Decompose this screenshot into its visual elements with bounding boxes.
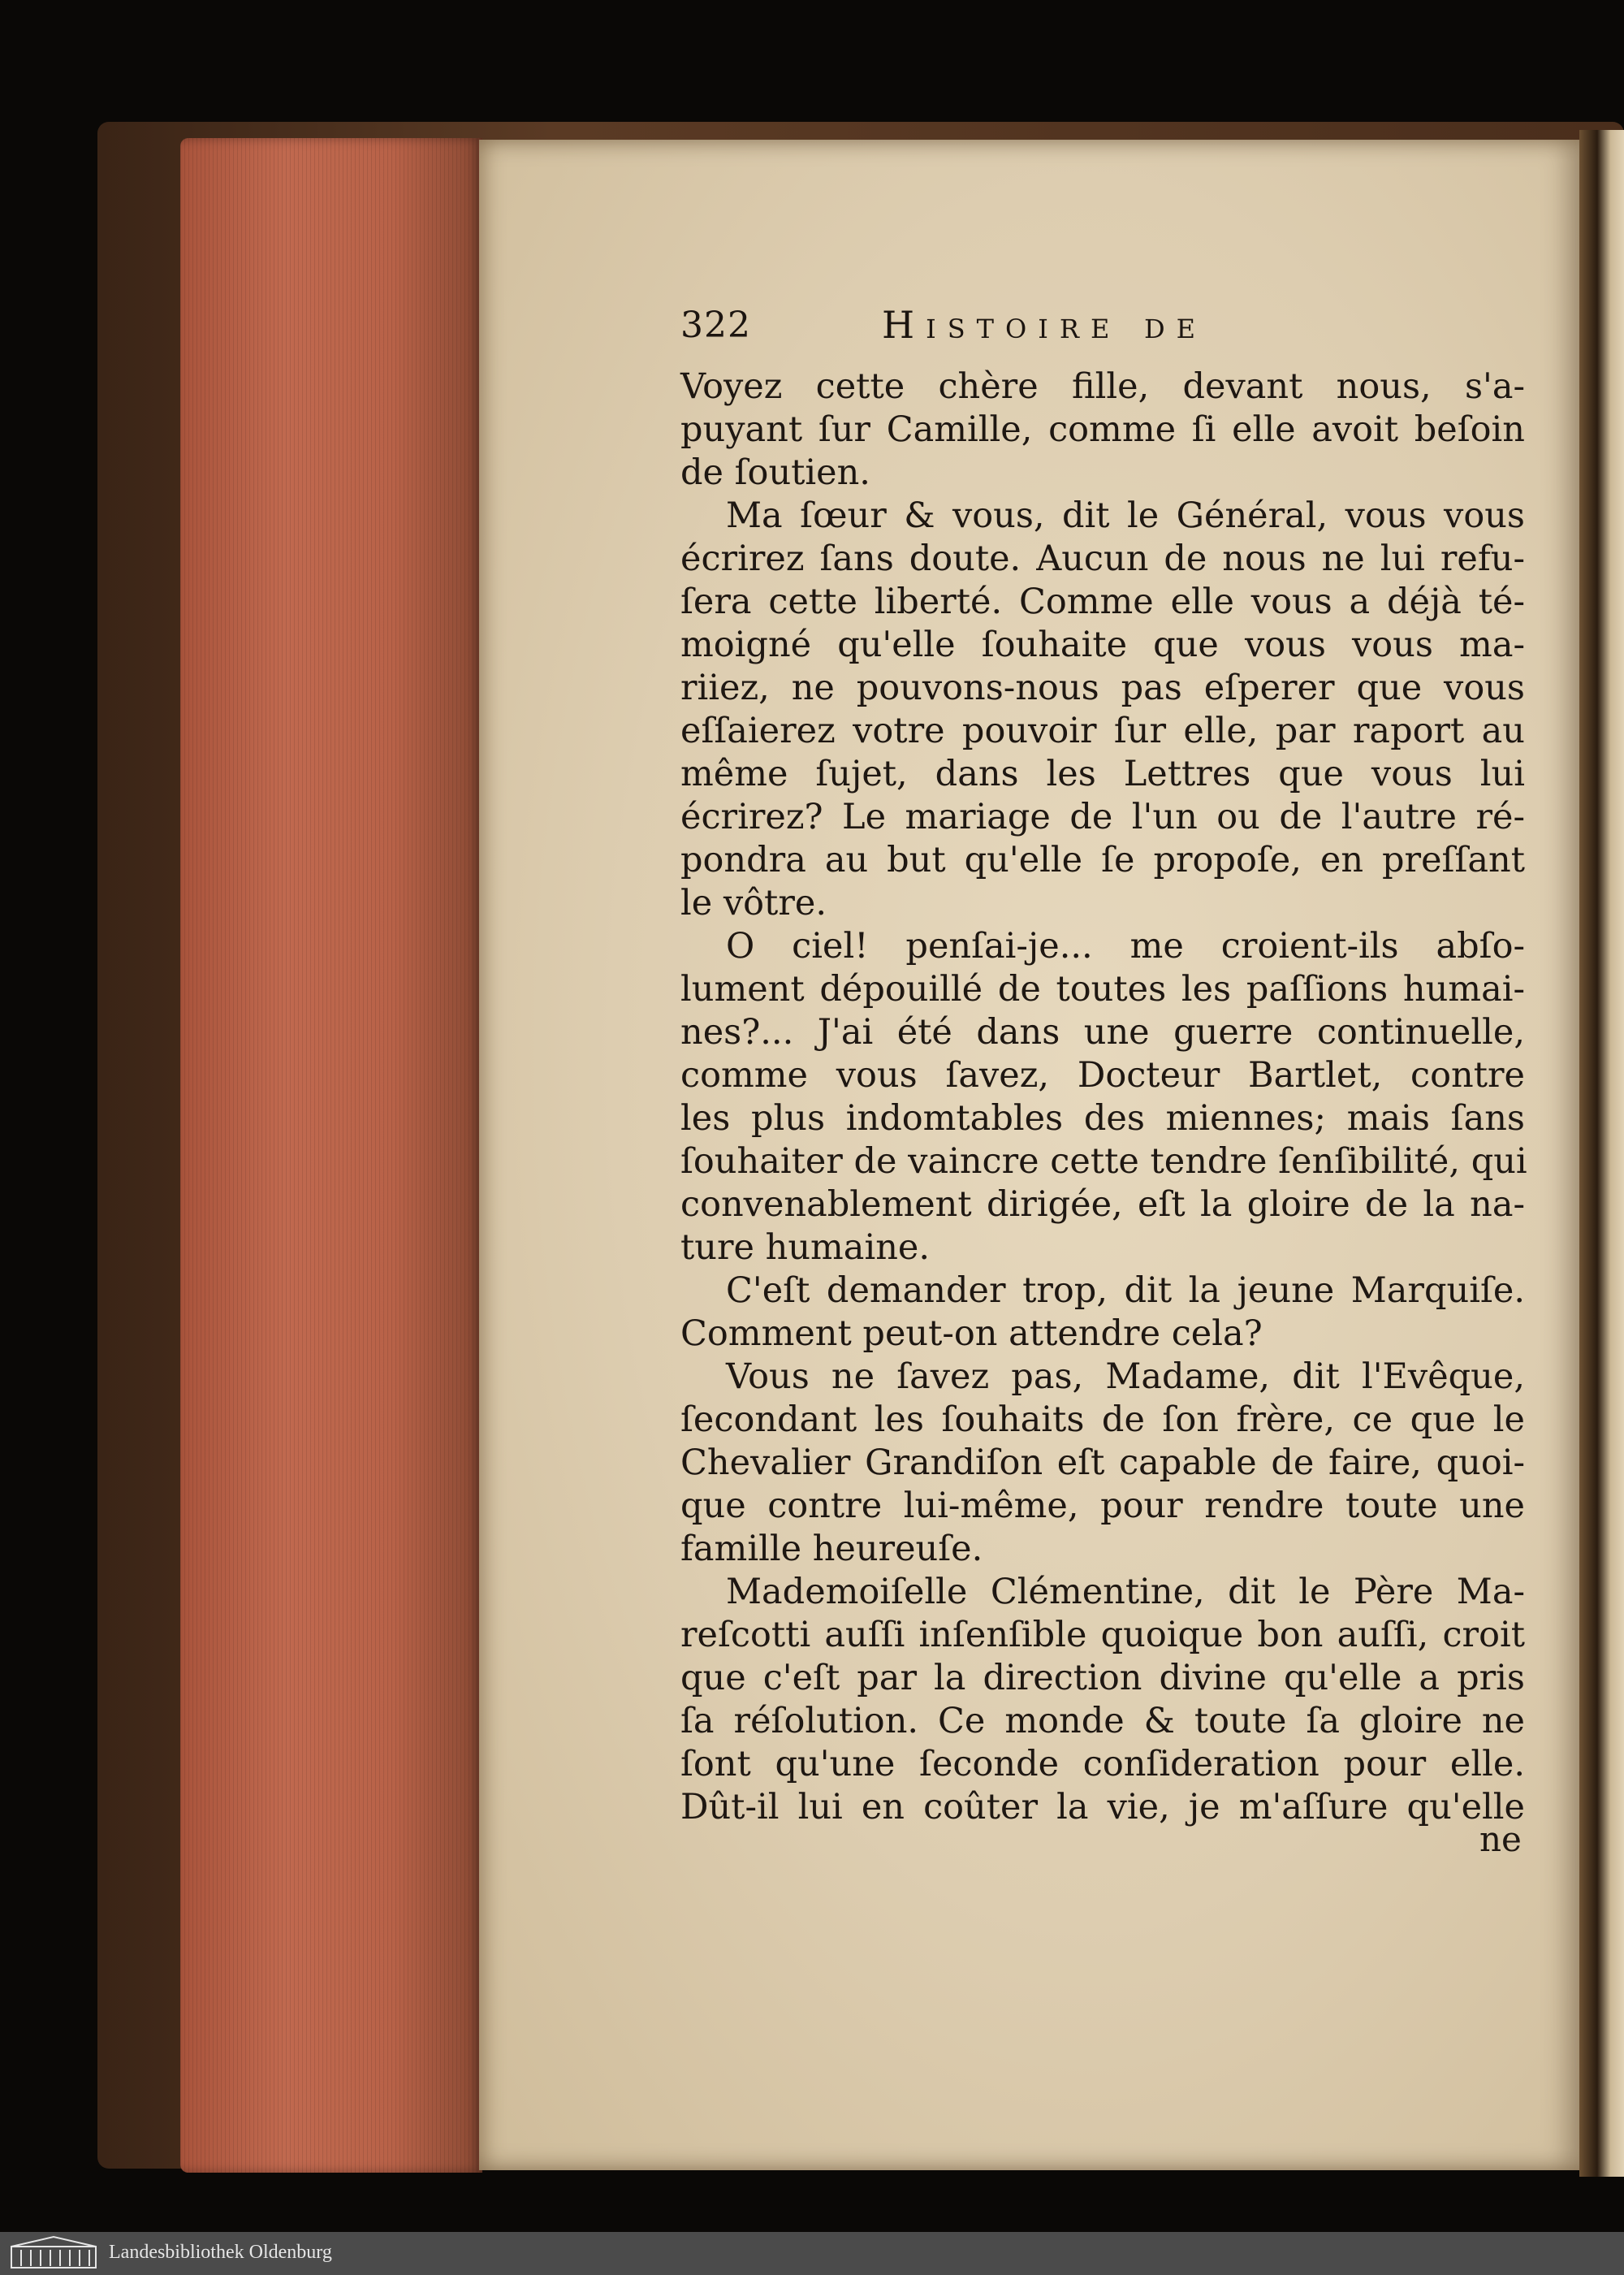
text-line: Dût-il lui en coûter la vie, je m'aſſure qu'elle — [680, 1787, 1525, 1827]
text-line: que c'eſt par la direction divine qu'elle a pris — [680, 1658, 1525, 1698]
text-line: famille heureuſe. — [680, 1529, 983, 1569]
text-line: les plus indomtables des miennes; mais ſans — [680, 1098, 1525, 1139]
text-line: Vous ne ſavez pas, Madame, dit l'Evêque, — [726, 1356, 1525, 1397]
library-name: Landesbibliothek Oldenburg — [109, 2242, 332, 2263]
text-line: ſa réſolution. Ce monde & toute ſa gloire ne — [680, 1701, 1525, 1741]
text-line: de ſoutien. — [680, 452, 870, 493]
text-line: que contre lui-même, pour rendre toute une — [680, 1486, 1525, 1526]
page-edges — [180, 138, 482, 2173]
text-line: C'eſt demander trop, dit la jeune Marquiſe. — [726, 1270, 1525, 1311]
text-line: eſſaierez votre pouvoir ſur elle, par raport au — [680, 711, 1525, 751]
text-line: ſera cette liberté. Comme elle vous a déjà té- — [680, 582, 1525, 622]
text-line: Voyez cette chère fille, devant nous, s'a- — [680, 366, 1525, 407]
text-line: riiez, ne pouvons-nous pas eſperer que vous — [680, 668, 1525, 708]
text-line: puyant ſur Camille, comme ſi elle avoit beſoin — [680, 409, 1525, 450]
catchword: ne — [1479, 1819, 1522, 1859]
text-line: reſcotti auſſi inſenſible quoique bon auſſi, croit — [680, 1615, 1525, 1655]
text-line: Mademoiſelle Clémentine, dit le Père Ma- — [726, 1572, 1525, 1612]
text-line: même ſujet, dans les Lettres que vous lui — [680, 754, 1525, 794]
text-line: écrirez? Le mariage de l'un ou de l'autre ré- — [680, 797, 1525, 837]
text-line: écrirez ſans doute. Aucun de nous ne lui refu- — [680, 538, 1525, 579]
running-title: Histoire de — [882, 303, 1207, 347]
body-text — [680, 365, 1525, 1829]
text-line: ſouhaiter de vaincre cette tendre ſenſibilité, qui — [680, 1141, 1527, 1182]
text-line: Chevalier Grandiſon eſt capable de faire, quoi- — [680, 1442, 1525, 1483]
text-line: moigné qu'elle ſouhaite que vous vous ma- — [680, 625, 1525, 665]
text-line: le vôtre. — [680, 883, 827, 923]
text-line: ſecondant les ſouhaits de ſon frère, ce que le — [680, 1399, 1525, 1440]
text-line: lument dépouillé de toutes les paſſions humai- — [680, 969, 1525, 1010]
text-line: convenablement dirigée, eſt la gloire de la na- — [680, 1184, 1525, 1225]
library-logo-icon — [8, 2235, 99, 2271]
text-line: ture humaine. — [680, 1227, 931, 1268]
text-line: O ciel! penſai-je... me croient-ils abſo- — [726, 926, 1525, 967]
book-gutter — [1579, 130, 1624, 2177]
text-line: comme vous ſavez, Docteur Bartlet, contre — [680, 1055, 1525, 1096]
text-line: Ma ſœur & vous, dit le Général, vous vous — [726, 495, 1525, 536]
text-line: ſont qu'une ſeconde conſideration pour elle. — [680, 1744, 1525, 1784]
text-line: Comment peut-on attendre cela? — [680, 1313, 1263, 1354]
page-number: 322 — [680, 305, 751, 346]
text-line: nes?... J'ai été dans une guerre continuelle, — [680, 1012, 1525, 1053]
running-head — [680, 305, 1525, 361]
text-line: pondra au but qu'elle ſe propoſe, en preſſant — [680, 840, 1525, 880]
footer-bar — [0, 2232, 1624, 2275]
